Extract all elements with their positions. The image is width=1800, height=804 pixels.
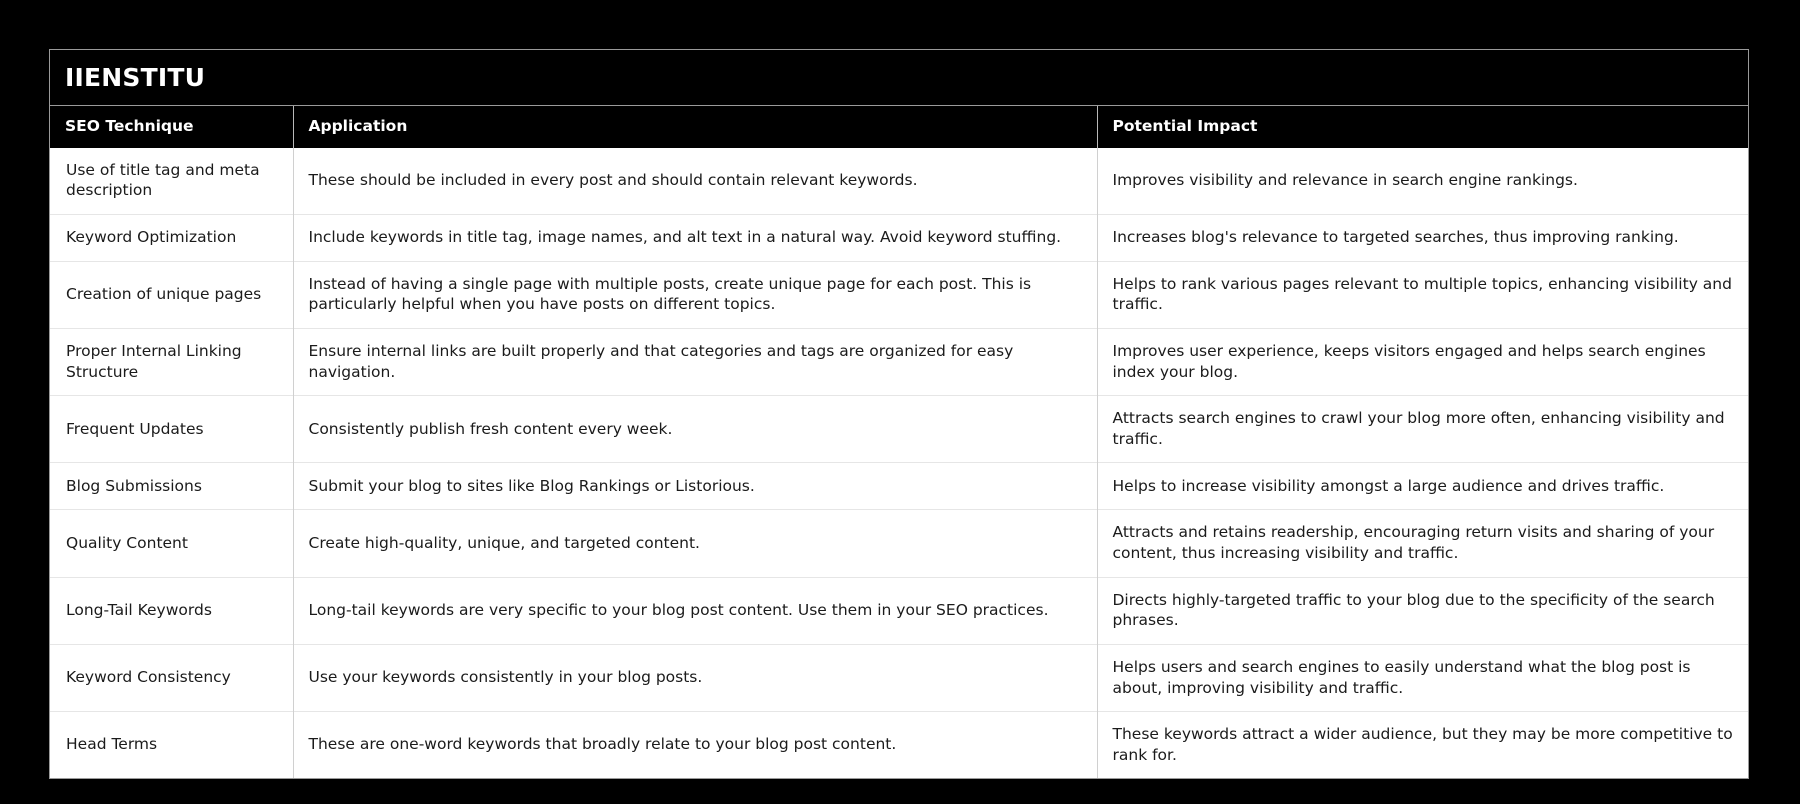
cell-application: Create high-quality, unique, and targeted content. (293, 510, 1097, 577)
cell-technique: Proper Internal Linking Structure (50, 329, 293, 396)
table-header-row (50, 106, 1748, 148)
cell-impact: Helps to rank various pages relevant to multiple topics, enhancing visibility and traffic. (1097, 261, 1748, 328)
cell-technique: Head Terms (50, 712, 293, 779)
column-header-application: Application (293, 106, 1097, 148)
brand-header (50, 50, 1748, 106)
cell-application: Ensure internal links are built properly and that categories and tags are organized for easy navigation. (293, 329, 1097, 396)
cell-impact: Increases blog's relevance to targeted searches, thus improving ranking. (1097, 214, 1748, 261)
table-row (50, 329, 1748, 396)
cell-technique: Quality Content (50, 510, 293, 577)
cell-application: These are one-word keywords that broadly relate to your blog post content. (293, 712, 1097, 779)
cell-technique: Blog Submissions (50, 463, 293, 510)
cell-application: Instead of having a single page with multiple posts, create unique page for each post. This is particularly helpful when you have posts on different topics. (293, 261, 1097, 328)
cell-technique: Use of title tag and meta description (50, 148, 293, 215)
cell-technique: Long-Tail Keywords (50, 577, 293, 644)
cell-impact: Improves visibility and relevance in search engine rankings. (1097, 148, 1748, 215)
table-row (50, 214, 1748, 261)
cell-application: Submit your blog to sites like Blog Rankings or Listorious. (293, 463, 1097, 510)
cell-technique: Creation of unique pages (50, 261, 293, 328)
table-row (50, 396, 1748, 463)
table-row (50, 148, 1748, 215)
cell-technique: Frequent Updates (50, 396, 293, 463)
table-row (50, 712, 1748, 779)
brand-title: IIENSTITU (65, 63, 206, 92)
cell-impact: Attracts and retains readership, encouraging return visits and sharing of your content, thus increasing visibility and traffic. (1097, 510, 1748, 577)
column-header-seo-technique: SEO Technique (50, 106, 293, 148)
cell-application: These should be included in every post and should contain relevant keywords. (293, 148, 1097, 215)
table-row (50, 261, 1748, 328)
cell-application: Long-tail keywords are very specific to your blog post content. Use them in your SEO practices. (293, 577, 1097, 644)
cell-impact: Helps to increase visibility amongst a large audience and drives traffic. (1097, 463, 1748, 510)
cell-impact: These keywords attract a wider audience, but they may be more competitive to rank for. (1097, 712, 1748, 779)
cell-impact: Improves user experience, keeps visitors engaged and helps search engines index your blog. (1097, 329, 1748, 396)
seo-table-card (49, 49, 1749, 779)
table-row (50, 510, 1748, 577)
cell-technique: Keyword Optimization (50, 214, 293, 261)
table-row (50, 577, 1748, 644)
cell-technique: Keyword Consistency (50, 644, 293, 711)
cell-application: Consistently publish fresh content every week. (293, 396, 1097, 463)
cell-impact: Helps users and search engines to easily understand what the blog post is about, improving visibility and traffic. (1097, 644, 1748, 711)
cell-application: Include keywords in title tag, image names, and alt text in a natural way. Avoid keyword stuffing. (293, 214, 1097, 261)
table-header (50, 106, 1748, 148)
table-row (50, 463, 1748, 510)
column-header-potential-impact: Potential Impact (1097, 106, 1748, 148)
table-row (50, 644, 1748, 711)
seo-techniques-table (50, 106, 1748, 778)
table-body (50, 148, 1748, 779)
cell-application: Use your keywords consistently in your blog posts. (293, 644, 1097, 711)
cell-impact: Attracts search engines to crawl your blog more often, enhancing visibility and traffic. (1097, 396, 1748, 463)
cell-impact: Directs highly-targeted traffic to your blog due to the specificity of the search phrases. (1097, 577, 1748, 644)
